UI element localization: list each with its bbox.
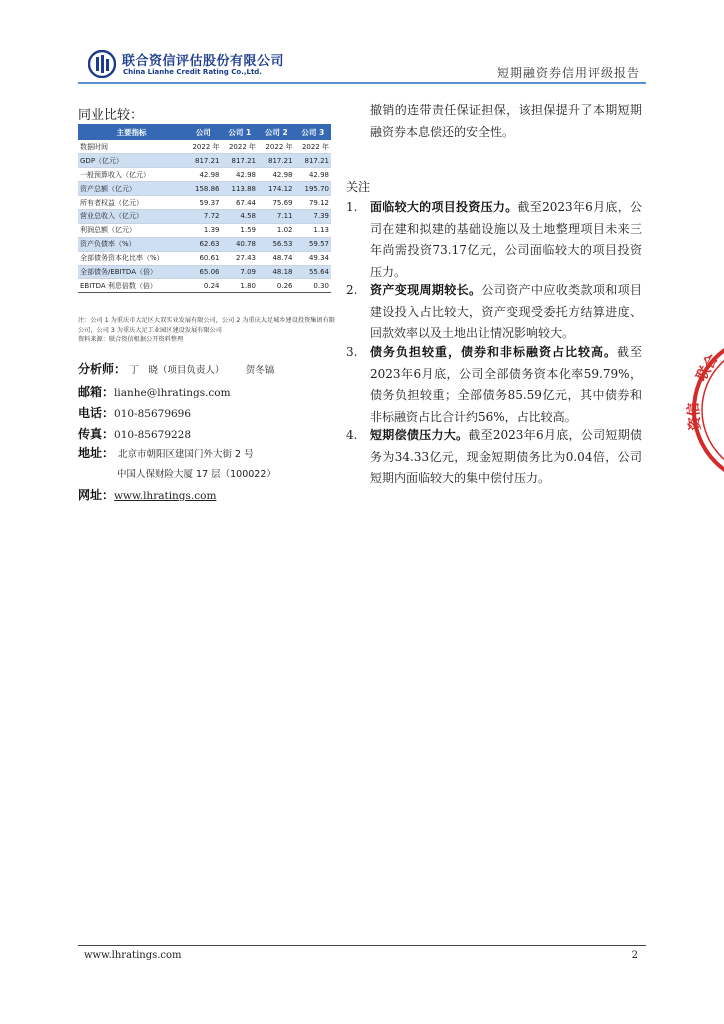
table-cell: 113.88 xyxy=(222,182,259,196)
lianhe-logo-icon xyxy=(88,50,116,78)
phone-value: 010-85679696 xyxy=(114,408,192,420)
table-cell: 0.24 xyxy=(185,279,222,293)
table-cell: 1.80 xyxy=(222,279,259,293)
table-cell: 1.59 xyxy=(222,223,259,237)
analyst-2: 贺冬镐 xyxy=(245,365,275,376)
row-label: GDP（亿元） xyxy=(78,154,185,168)
table-cell: 27.43 xyxy=(222,251,259,265)
row-label: 所有者权益（亿元） xyxy=(78,196,185,210)
table-cell: 817.21 xyxy=(185,154,222,168)
focus-item-text: 截至2023年6月底，公司在建和拟建的基础设施以及土地整理项目未来三年尚需投资73.17亿元，公司面临较大的项目投资压力。 xyxy=(370,200,642,279)
analyst-line xyxy=(78,360,274,377)
continuation-paragraph: 撤销的连带责任保证担保，该担保提升了本期短期融资券本息偿还的安全性。 xyxy=(370,103,642,139)
table-cell: 174.12 xyxy=(258,182,295,196)
row-label: 数据时间 xyxy=(78,140,185,154)
email-label: 邮箱： xyxy=(78,385,115,399)
row-label: 营业总收入（亿元） xyxy=(78,209,185,223)
table-row xyxy=(78,251,331,265)
page-number: 2 xyxy=(631,950,638,961)
table-row xyxy=(78,279,331,293)
svg-text:资信: 资信 xyxy=(686,401,704,432)
table-cell: 56.53 xyxy=(258,237,295,251)
table-cell: 55.64 xyxy=(295,265,332,279)
company-name-en: China Lianhe Credit Rating Co.,Ltd. xyxy=(123,68,262,76)
row-label: 资产负债率（%） xyxy=(78,237,185,251)
focus-item-heading: 资产变现周期较长。 xyxy=(370,283,482,297)
focus-item-2 xyxy=(346,280,642,345)
table-cell: 62.63 xyxy=(185,237,222,251)
column-header-company: 公司 xyxy=(185,124,222,140)
table-cell: 2022 年 xyxy=(295,140,332,154)
focus-item-number: 2. xyxy=(346,283,358,297)
analyst-1: 丁 晓（项目负责人） xyxy=(129,365,225,376)
focus-item-heading: 短期偿债压力大。 xyxy=(370,428,469,442)
table-cell: 7.72 xyxy=(185,209,222,223)
table-cell: 59.37 xyxy=(185,196,222,210)
focus-item-text: 截至2023年6月底，公司全部债务资本化率59.79%，债务负担较重；全部债务85.59亿元，其中债券和非标融资占比合计约56%，占比较高。 xyxy=(370,345,642,424)
peer-comparison-table xyxy=(78,124,331,293)
web-line xyxy=(78,486,216,503)
table-row xyxy=(78,154,331,168)
focus-item-heading: 面临较大的项目投资压力。 xyxy=(370,200,518,214)
row-label: EBITDA 利息倍数（倍） xyxy=(78,279,185,293)
focus-item-text: 公司资产中应收类款项和项目建设投入占比较大，资产变现受委托方结算进度、回款效率以及土地出让情况影响较大。 xyxy=(370,283,642,340)
table-cell: 48.74 xyxy=(258,251,295,265)
footer-website: www.lhratings.com xyxy=(84,950,182,961)
address-line-1: 北京市朝阳区建国门外大街 2 号 xyxy=(118,449,254,460)
focus-item-number: 1. xyxy=(346,200,358,214)
focus-item-4 xyxy=(346,425,642,490)
email-line xyxy=(78,383,231,400)
table-header-row xyxy=(78,124,331,140)
focus-item-number: 4. xyxy=(346,428,358,442)
table-cell: 67.44 xyxy=(222,196,259,210)
column-header-indicator: 主要指标 xyxy=(78,124,185,140)
table-cell: 1.39 xyxy=(185,223,222,237)
page-header xyxy=(78,44,646,84)
email-value[interactable]: lianhe@lhratings.com xyxy=(114,387,231,399)
table-cell: 60.61 xyxy=(185,251,222,265)
footer-divider xyxy=(78,945,646,946)
table-cell: 65.06 xyxy=(185,265,222,279)
phone-label: 电话： xyxy=(78,406,115,420)
row-label: 全部债务/EBITDA（倍） xyxy=(78,265,185,279)
table-cell: 75.69 xyxy=(258,196,295,210)
address-line-2: 中国人保财险大厦 17 层（100022） xyxy=(117,469,276,480)
table-row xyxy=(78,265,331,279)
focus-title: 关注 xyxy=(346,180,371,194)
column-header-company: 公司 1 xyxy=(222,124,259,140)
table-cell: 817.21 xyxy=(258,154,295,168)
table-cell: 42.98 xyxy=(222,168,259,182)
fax-line xyxy=(78,425,191,442)
table-cell: 1.02 xyxy=(258,223,295,237)
table-cell: 1.13 xyxy=(295,223,332,237)
table-row xyxy=(78,196,331,210)
table-note xyxy=(78,316,336,345)
table-cell: 195.70 xyxy=(295,182,332,196)
table-cell: 40.78 xyxy=(222,237,259,251)
company-name-cn: 联合资信评估股份有限公司 xyxy=(122,54,285,69)
table-cell: 817.21 xyxy=(295,154,332,168)
fax-value: 010-85679228 xyxy=(114,429,192,441)
fax-label: 传真： xyxy=(78,427,115,441)
address-line xyxy=(78,444,254,461)
table-cell: 42.98 xyxy=(185,168,222,182)
table-cell: 42.98 xyxy=(258,168,295,182)
phone-line xyxy=(78,404,191,421)
peer-comparison-title: 同业比较： xyxy=(78,108,144,123)
column-header-company: 公司 2 xyxy=(258,124,295,140)
table-cell: 49.34 xyxy=(295,251,332,265)
table-note-companies: 注：公司 1 为重庆市大足区大双实业发展有限公司，公司 2 为重庆大足城乡建设投资集团有限公司，公司 3 为重庆大足工业园区建设发展有限公司 xyxy=(78,317,336,334)
focus-item-1 xyxy=(346,197,642,283)
focus-item-3 xyxy=(346,342,642,428)
header-divider xyxy=(78,82,646,84)
focus-item-text: 截至2023年6月底，公司短期债务为34.33亿元，现金短期债务比为0.04倍，公司短期内面临较大的集中偿付压力。 xyxy=(370,428,642,485)
table-cell: 7.39 xyxy=(295,209,332,223)
row-label: 一般预算收入（亿元） xyxy=(78,168,185,182)
table-cell: 59.57 xyxy=(295,237,332,251)
table-cell: 2022 年 xyxy=(185,140,222,154)
table-row xyxy=(78,223,331,237)
table-row xyxy=(78,237,331,251)
table-cell: 2022 年 xyxy=(258,140,295,154)
report-type: 短期融资券信用评级报告 xyxy=(496,66,640,80)
table-row xyxy=(78,168,331,182)
table-cell: 79.12 xyxy=(295,196,332,210)
table-cell: 48.18 xyxy=(258,265,295,279)
table-row xyxy=(78,182,331,196)
table-cell: 817.21 xyxy=(222,154,259,168)
row-label: 利润总额（亿元） xyxy=(78,223,185,237)
table-note-source: 资料来源：联合资信根据公开资料整理 xyxy=(78,336,184,343)
focus-item-heading: 债务负担较重，债券和非标融资占比较高。 xyxy=(370,345,617,359)
address-label: 地址： xyxy=(78,446,115,460)
analyst-label: 分析师： xyxy=(78,362,127,376)
table-cell: 42.98 xyxy=(295,168,332,182)
table-row xyxy=(78,209,331,223)
table-cell: 4.58 xyxy=(222,209,259,223)
web-link[interactable]: www.lhratings.com xyxy=(114,490,217,502)
table-row xyxy=(78,140,331,154)
table-cell: 7.11 xyxy=(258,209,295,223)
table-cell: 7.09 xyxy=(222,265,259,279)
table-cell: 0.30 xyxy=(295,279,332,293)
table-cell: 158.86 xyxy=(185,182,222,196)
web-label: 网址： xyxy=(78,488,115,502)
column-header-company: 公司 3 xyxy=(295,124,332,140)
table-cell: 2022 年 xyxy=(222,140,259,154)
table-cell: 0.26 xyxy=(258,279,295,293)
company-seal-icon xyxy=(686,330,724,490)
svg-text:联合: 联合 xyxy=(693,351,722,384)
row-label: 全部债务资本化比率（%） xyxy=(78,251,185,265)
focus-item-number: 3. xyxy=(346,345,358,359)
row-label: 资产总额（亿元） xyxy=(78,182,185,196)
